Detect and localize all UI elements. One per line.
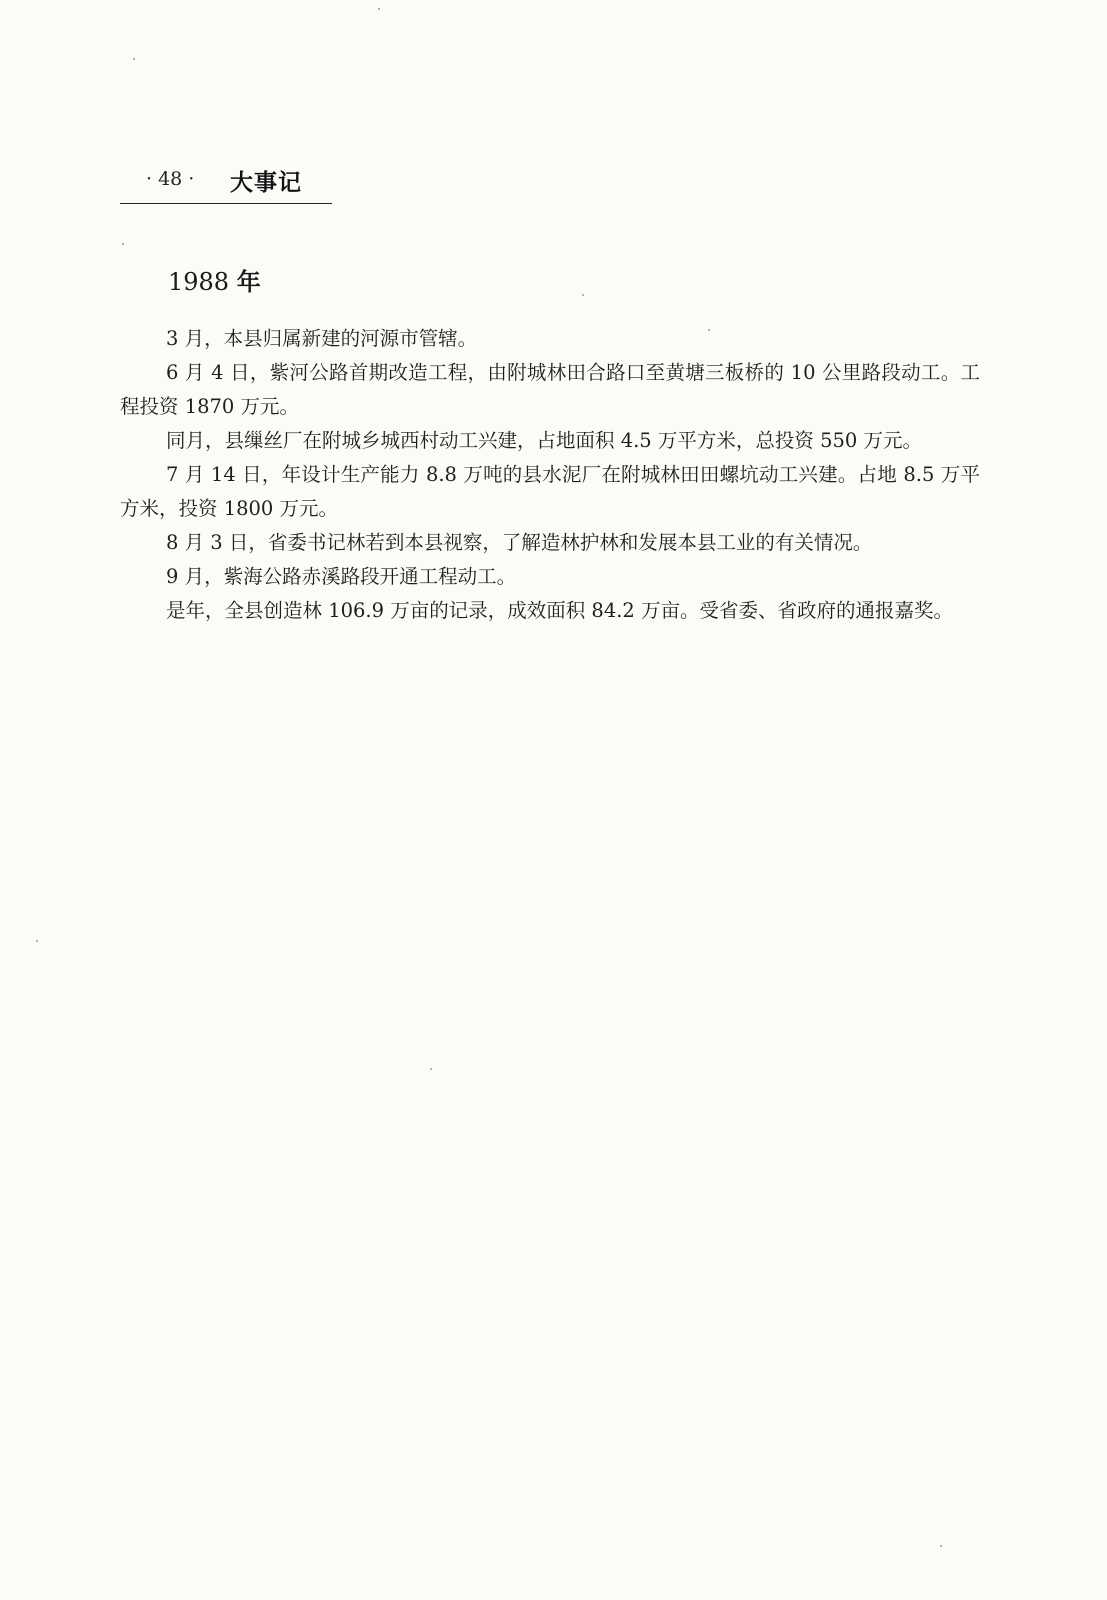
scan-speck [36,940,38,942]
scan-speck [708,329,710,331]
entry-paragraph: 6 月 4 日，紫河公路首期改造工程，由附城林田合路口至黄塘三板桥的 10 公里路段动工。工程投资 1870 万元。 [120,361,980,418]
year-suffix: 年 [236,268,261,296]
year-number: 1988 [168,268,230,296]
scan-speck [940,1545,942,1547]
chronicle-entries [120,322,980,628]
section-title: 大事记 [230,170,302,196]
scan-speck [582,294,584,296]
entry-paragraph: 7 月 14 日，年设计生产能力 8.8 万吨的县水泥厂在附城林田田螺坑动工兴建。占地 8.5 万平方米，投资 1800 万元。 [120,463,980,520]
entry-paragraph: 是年，全县创造林 106.9 万亩的记录，成效面积 84.2 万亩。受省委、省政府的通报嘉奖。 [166,599,954,622]
entry-paragraph: 同月，县缫丝厂在附城乡城西村动工兴建，占地面积 4.5 万平方米，总投资 550 万元。 [166,429,923,452]
scan-speck [122,243,124,245]
scan-speck [430,1068,432,1070]
entry-paragraph: 8 月 3 日，省委书记林若到本县视察，了解造林护林和发展本县工业的有关情况。 [166,531,873,554]
year-heading [168,262,261,297]
entry-paragraph: 9 月，紫海公路赤溪路段开通工程动工。 [166,565,517,588]
scan-speck [378,8,380,10]
entry-paragraph: 3 月，本县归属新建的河源市管辖。 [166,327,478,350]
page-number: · 48 · [146,168,195,190]
running-header [120,164,332,204]
scan-speck [133,58,135,60]
